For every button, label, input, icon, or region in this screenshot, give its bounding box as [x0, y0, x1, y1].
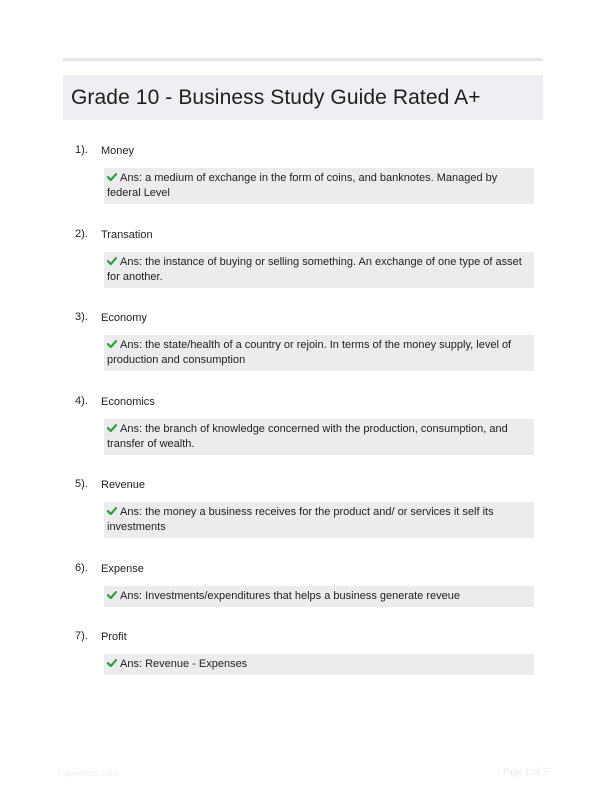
question-number: 2).: [75, 228, 88, 240]
check-icon: [107, 256, 117, 266]
answer-text: Ans: Revenue - Expenses: [120, 658, 248, 670]
answer-box: [104, 586, 534, 607]
page-title: Grade 10 - Business Study Guide Rated A+: [71, 85, 481, 109]
answer-box: [104, 419, 534, 455]
question-number: 7).: [75, 630, 88, 642]
question-term: Money: [101, 145, 135, 157]
answer-text: Ans: a medium of exchange in the form of coins, and banknotes. Managed by federal Level: [107, 172, 498, 199]
question-number: 6).: [75, 562, 88, 574]
question-number: 5).: [75, 478, 88, 490]
question-term: Transation: [101, 229, 153, 241]
answer-box: [104, 335, 534, 371]
question-term: Revenue: [101, 479, 146, 491]
question-term: Economy: [101, 312, 147, 324]
check-icon: [107, 658, 117, 668]
page-number: Page 1 of 5: [502, 767, 548, 778]
answer-text: Ans: the instance of buying or selling something. An exchange of one type of asset for another.: [107, 256, 522, 283]
question-term: Economics: [101, 396, 155, 408]
answer-box: [104, 502, 534, 538]
answer-text: Ans: the money a business receives for the product and/ or services it self its investments: [107, 506, 494, 533]
footer-watermark: Paperbdic.com: [58, 768, 119, 778]
check-icon: [107, 423, 117, 433]
check-icon: [107, 506, 117, 516]
answer-box: [104, 654, 534, 675]
question-number: 1).: [75, 144, 88, 156]
check-icon: [107, 590, 117, 600]
answer-text: Ans: Investments/expenditures that helps a business generate reveue: [120, 590, 460, 602]
question-term: Expense: [101, 563, 144, 575]
question-number: 3).: [75, 311, 88, 323]
answer-box: [104, 168, 534, 204]
check-icon: [107, 172, 117, 182]
top-divider: [63, 58, 543, 61]
answer-box: [104, 252, 534, 288]
answer-text: Ans: the branch of knowledge concerned with the production, consumption, and transfer of wealth.: [107, 423, 508, 450]
title-bar: [63, 75, 543, 120]
check-icon: [107, 339, 117, 349]
answer-text: Ans: the state/health of a country or rejoin. In terms of the money supply, level of production and consumption: [107, 339, 512, 366]
question-number: 4).: [75, 395, 88, 407]
question-term: Profit: [101, 631, 127, 643]
